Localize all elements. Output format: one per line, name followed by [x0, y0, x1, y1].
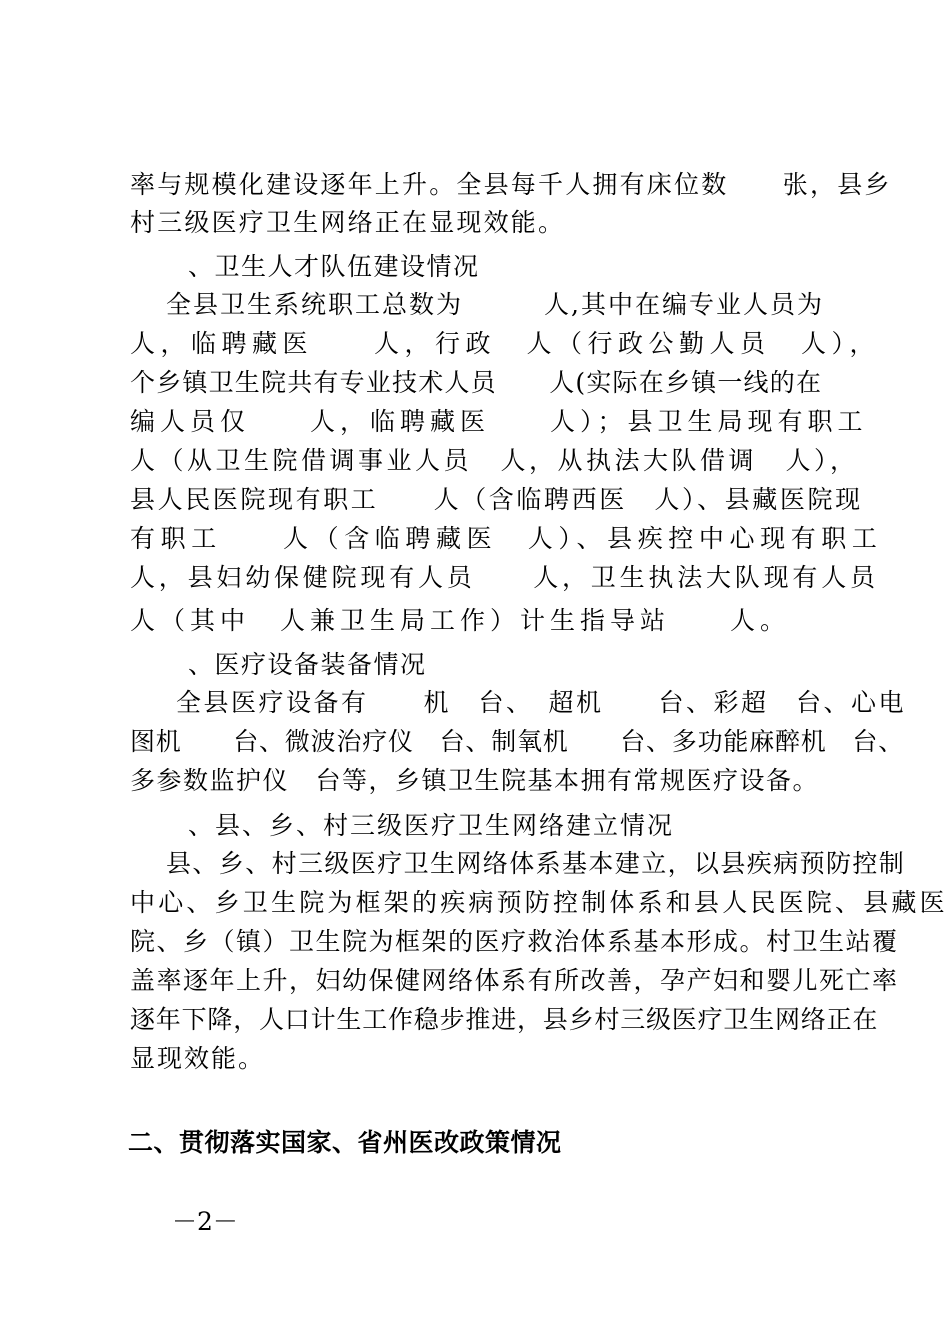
- section-heading: 二、贯彻落实国家、省州医改政策情况: [128, 1128, 562, 1157]
- text-line-21: 盖率逐年上升，妇幼保健网络体系有所改善，孕产妇和婴儿死亡率: [130, 966, 899, 995]
- text-line-7: 编人员仅 人，临聘藏医 人）；县卫生局现有职工: [130, 407, 868, 436]
- subsection-heading-equipment: 、医疗设备装备情况: [188, 650, 427, 679]
- text-line-10: 有职工 人（含临聘藏医 人）、县疾控中心现有职工: [130, 524, 883, 553]
- page-number: －2－: [172, 1207, 238, 1236]
- text-line-23: 显现效能。: [130, 1044, 266, 1073]
- text-line-19: 中心、乡卫生院为框架的疾病预防控制体系和县人民医院、县藏医: [130, 888, 948, 917]
- text-line-14: 全县医疗设备有 机 台、 超机 台、彩超 台、心电: [176, 688, 907, 717]
- text-line-9: 县人民医院现有职工 人（含临聘西医 人）、县藏医院现: [130, 485, 863, 514]
- text-line-5: 人，临聘藏医 人，行政 人（行政公勤人员 人），: [130, 329, 881, 358]
- subsection-heading-talent: 、卫生人才队伍建设情况: [188, 252, 480, 281]
- text-line-15: 图机 台、微波治疗仪 台、制氧机 台、多功能麻醉机 台、: [130, 727, 905, 756]
- text-line-1: 率与规模化建设逐年上升。全县每千人拥有床位数 张，县乡: [130, 170, 892, 199]
- text-line-22: 逐年下降，人口计生工作稳步推进，县乡村三级医疗卫生网络正在: [130, 1005, 879, 1034]
- text-line-18: 县、乡、村三级医疗卫生网络体系基本建立，以县疾病预防控制: [166, 849, 906, 878]
- text-line-6: 个乡镇卫生院共有专业技术人员 人(实际在乡镇一线的在: [130, 368, 823, 397]
- text-line-2: 村三级医疗卫生网络正在显现效能。: [130, 208, 566, 237]
- text-line-11: 人，县妇幼保健院现有人员 人，卫生执法大队现有人员: [130, 563, 879, 592]
- text-line-8: 人（从卫生院借调事业人员 人，从执法大队借调 人），: [130, 446, 859, 475]
- subsection-heading-network: 、县、乡、村三级医疗卫生网络建立情况: [188, 811, 675, 840]
- text-line-12: 人（其中 人兼卫生局工作）计生指导站 人。: [130, 606, 791, 635]
- text-line-16: 多参数监护仪 台等，乡镇卫生院基本拥有常规医疗设备。: [130, 766, 820, 795]
- text-line-4: 全县卫生系统职工总数为 人,其中在编专业人员为: [166, 290, 824, 319]
- text-line-20: 院、乡（镇）卫生院为框架的医疗救治体系基本形成。村卫生站覆: [130, 927, 899, 956]
